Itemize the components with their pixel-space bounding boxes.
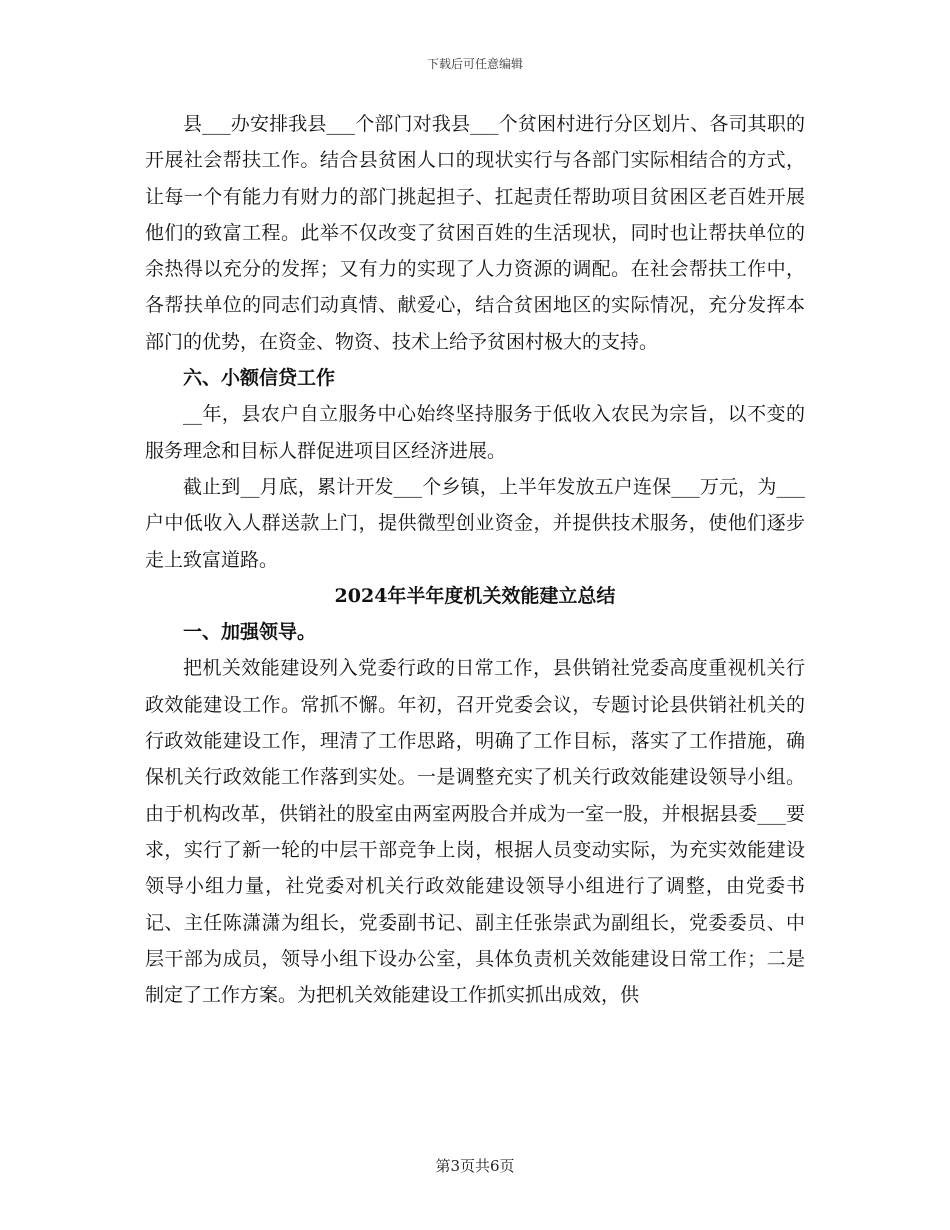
section-heading-leadership: 一、加强领导。	[183, 621, 317, 644]
paragraph-microcredit-progress: 截止到__月底，累计开发___个乡镇，上半年发放五户连保___万元，为___户中低收入人群送款上门，提供微型创业资金，并提供技术服务，使他们逐步走上致富道路。	[145, 475, 805, 571]
section-heading-microcredit: 六、小额信贷工作	[183, 367, 336, 390]
page-number: 第3页共6页	[435, 1157, 515, 1175]
page-header: 下载后可任意编辑	[426, 57, 523, 71]
paragraph-social-assistance: 县___办安排我县___个部门对我县___个贫困村进行分区划片、各司其职的开展社会帮扶工作。结合县贫困人口的现状实行与各部门实际相结合的方式，让每一个有能力有财力的部门挑起担子、扛起责任帮助项目贫困区老百姓开展他们的致富工程。此举不仅改变了贫困百姓的生活现状，同时也让帮扶单位的余热得以充分的发挥；又有力的实现了人力资源的调配。在社会帮扶工作中，各帮扶单位的同志们动真情、献爱心，结合贫困地区的实际情况，充分发挥本部门的优势，在资金、物资、技术上给予贫困村极大的支持。	[145, 113, 805, 353]
paragraph-leadership: 把机关效能建设列入党委行政的日常工作，县供销社党委高度重视机关行政效能建设工作。常抓不懈。年初，召开党委会议，专题讨论县供销社机关的行政效能建设工作，理清了工作思路，明确了工作目标，落实了工作措施，确保机关行政效能工作落到实处。一是调整充实了机关行政效能建设领导小组。由于机构改革，供销社的股室由两室两股合并成为一室一股，并根据县委___要求，实行了新一轮的中层干部竞争上岗，根据人员变动实际，为充实效能建设领导小组力量，社党委对机关行政效能建设领导小组进行了调整，由党委书记、主任陈潇潇为组长，党委副书记、副主任张崇武为副组长，党委委员、中层干部为成员，领导小组下设办公室，具体负责机关效能建设日常工作；二是制定了工作方案。为把机关效能建设工作抓实抓出成效，供	[145, 657, 805, 1007]
document-title: 2024年半年度机关效能建立总结	[334, 584, 616, 607]
document-body	[145, 106, 805, 1013]
paragraph-microcredit-intro: __年，县农户自立服务中心始终坚持服务于低收入农民为宗旨，以不变的服务理念和目标人群促进项目区经济进展。	[145, 403, 805, 462]
